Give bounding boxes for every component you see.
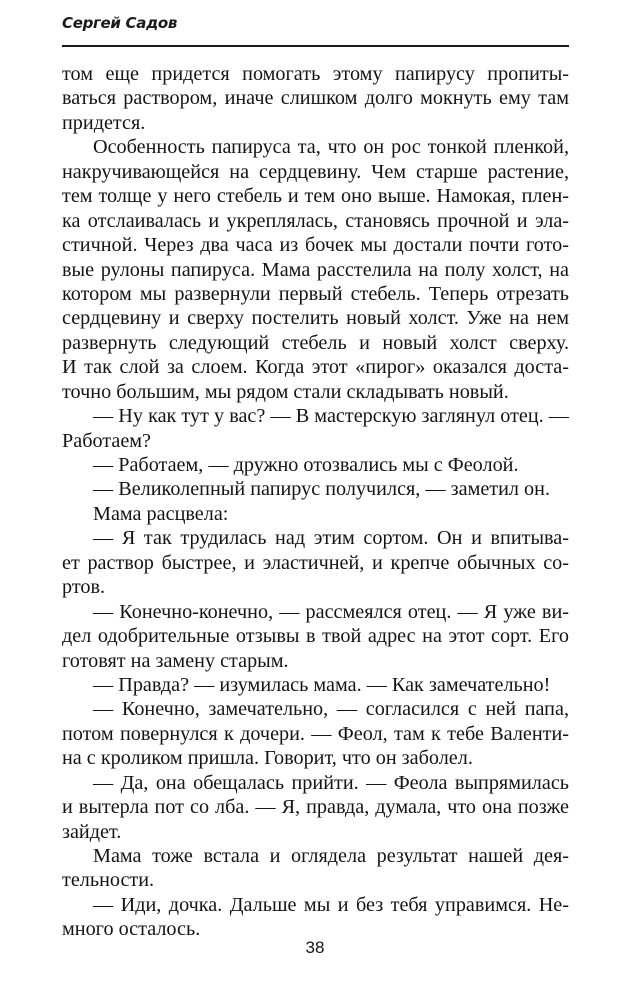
text-line: много осталось. — [62, 918, 201, 941]
header-rule — [62, 45, 569, 47]
running-head-author: Сергей Садов — [62, 14, 178, 32]
text-line: И так слой за слоем. Когда этот «пирог» оказался доста- — [62, 356, 569, 379]
text-line: готовят на замену старым. — [62, 649, 289, 672]
text-line: — Да, она обещалась прийти. — Феола выпрямилась — [93, 771, 569, 794]
text-line: Мама тоже встала и оглядела результат нашей дея- — [93, 845, 569, 867]
text-line: тельности. — [62, 869, 155, 892]
text-line: — Конечно-конечно, — рассмеялся отец. — Я уже ви- — [93, 600, 569, 623]
text-line: точно большим, мы рядом стали складывать новый. — [62, 380, 509, 403]
text-line: Особенность папируса та, что он рос тонкой пленкой, — [93, 136, 569, 159]
text-line: сердцевину и сверху постелить новый холст. Уже на нем — [62, 307, 569, 330]
page-number: 38 — [305, 938, 325, 957]
text-line: тем толще у него стебель и тем оно выше. Намокая, плен- — [62, 185, 569, 208]
text-line: — Я так трудилась над этим сортом. Он и впитыва- — [93, 527, 569, 550]
text-line: ет раствор быстрее, и эластичней, и крепче обычных со- — [62, 551, 569, 574]
text-line: стичной. Через два часа из бочек мы достали почти гото- — [62, 234, 569, 257]
text-line: — Конечно, замечательно, — согласился с ней папа, — [93, 698, 569, 721]
text-line: ваться раствором, иначе слишком долго мокнуть ему там — [62, 87, 569, 110]
text-line: придется. — [62, 111, 146, 134]
text-line: развернуть следующий стебель и новый холст сверху. — [62, 331, 569, 354]
text-line: на с кроликом пришла. Говорит, что он заболел. — [62, 747, 473, 770]
text-line: потом повернулся к дочери. — Феол, там к тебе Валенти- — [62, 722, 569, 745]
text-line: — Ну как тут у вас? — В мастерскую заглянул отец. — — [93, 405, 569, 428]
text-line: дел одобрительные отзывы в твой адрес на этот сорт. Его — [62, 625, 569, 648]
text-line: вые рулоны папируса. Мама расстелила на полу холст, на — [62, 258, 569, 281]
text-line: зайдет. — [62, 820, 122, 843]
text-line: Работаем? — [62, 429, 152, 452]
text-line: ка отслаивалась и укреплялась, становясь прочной и эла- — [62, 209, 569, 232]
body-text — [62, 62, 569, 942]
text-line: — Иди, дочка. Дальше мы и без тебя управимся. Не- — [93, 893, 569, 916]
text-line: и вытерла пот со лба. — Я, правда, думала, что она позже — [62, 796, 569, 819]
text-line: ртов. — [62, 576, 106, 599]
text-line: — Великолепный папирус получился, — заметил он. — [93, 478, 550, 501]
text-line: — Правда? — изумилась мама. — Как замечательно! — [93, 673, 551, 696]
text-line: котором мы развернули первый стебель. Теперь отрезать — [62, 282, 569, 305]
text-line: накручивающейся на сердцевину. Чем старше растение, — [62, 160, 569, 183]
text-line: Мама расцвела: — [93, 502, 229, 525]
text-line: том еще придется помогать этому папирусу пропиты- — [62, 63, 569, 85]
text-line: — Работаем, — дружно отозвались мы с Феолой. — [93, 454, 519, 476]
